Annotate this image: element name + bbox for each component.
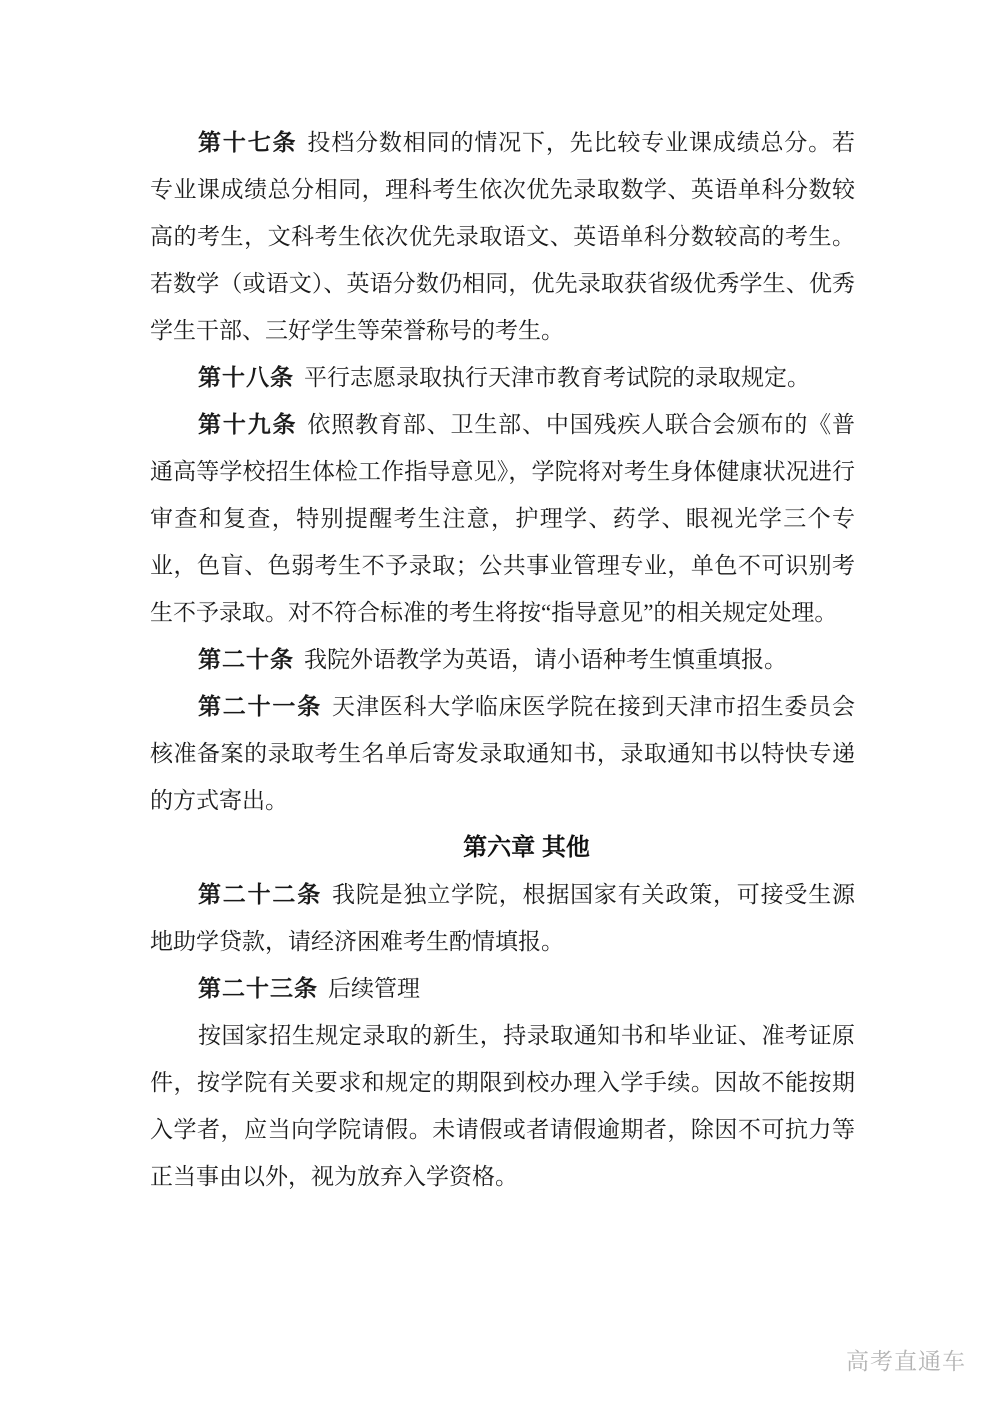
closing-paragraph: 按国家招生规定录取的新生，持录取通知书和毕业证、准考证原件，按学院有关要求和规定的期限到校办理入学手续。因故不能按期入学者，应当向学院请假。未请假或者请假逾期者，除因不可抗力等正当事由以外，视为放弃入学资格。 [150, 1023, 855, 1189]
article-22 [150, 871, 855, 965]
article-17-label: 第十七条 [198, 129, 298, 155]
article-19-label: 第十九条 [198, 411, 298, 437]
article-17-text: 投档分数相同的情况下，先比较专业课成绩总分。若专业课成绩总分相同，理科考生依次优先录取数学、英语单科分数较高的考生，文科考生依次优先录取语文、英语单科分数较高的考生。若数学（或语文）、英语分数仍相同，优先录取获省级优秀学生、优秀学生干部、三好学生等荣誉称号的考生。 [150, 130, 856, 343]
article-22-label: 第二十二条 [198, 881, 323, 907]
article-20 [150, 636, 855, 683]
article-22-text: 我院是独立学院，根据国家有关政策，可接受生源地助学贷款，请经济困难考生酌情填报。 [150, 882, 856, 954]
article-18-text: 平行志愿录取执行天津市教育考试院的录取规定。 [304, 365, 810, 390]
article-19 [150, 401, 855, 636]
article-23 [150, 965, 855, 1012]
article-21 [150, 683, 855, 824]
document-body [150, 119, 855, 1200]
article-19-text: 依照教育部、卫生部、中国残疾人联合会颁布的《普通高等学校招生体检工作指导意见》，学院将对考生身体健康状况进行审查和复查，特别提醒考生注意，护理学、药学、眼视光学三个专业，色盲、色弱考生不予录取；公共事业管理专业，单色不可识别考生不予录取。对不符合标准的考生将按“指导意见”的相关规定处理。 [150, 412, 856, 625]
article-23-text: 后续管理 [328, 976, 420, 1001]
chapter-heading: 第六章 其他 [463, 834, 590, 861]
article-23-label: 第二十三条 [198, 975, 318, 1001]
article-17 [150, 119, 855, 354]
article-18-label: 第十八条 [198, 364, 294, 390]
article-21-label: 第二十一条 [198, 693, 323, 719]
article-20-label: 第二十条 [198, 646, 294, 672]
article-21-text: 天津医科大学临床医学院在接到天津市招生委员会核准备案的录取考生名单后寄发录取通知书，录取通知书以特快专递的方式寄出。 [150, 694, 856, 813]
article-18 [150, 354, 855, 401]
watermark-logo: 高考直通车 [846, 1348, 966, 1374]
article-20-text: 我院外语教学为英语，请小语种考生慎重填报。 [304, 647, 787, 672]
